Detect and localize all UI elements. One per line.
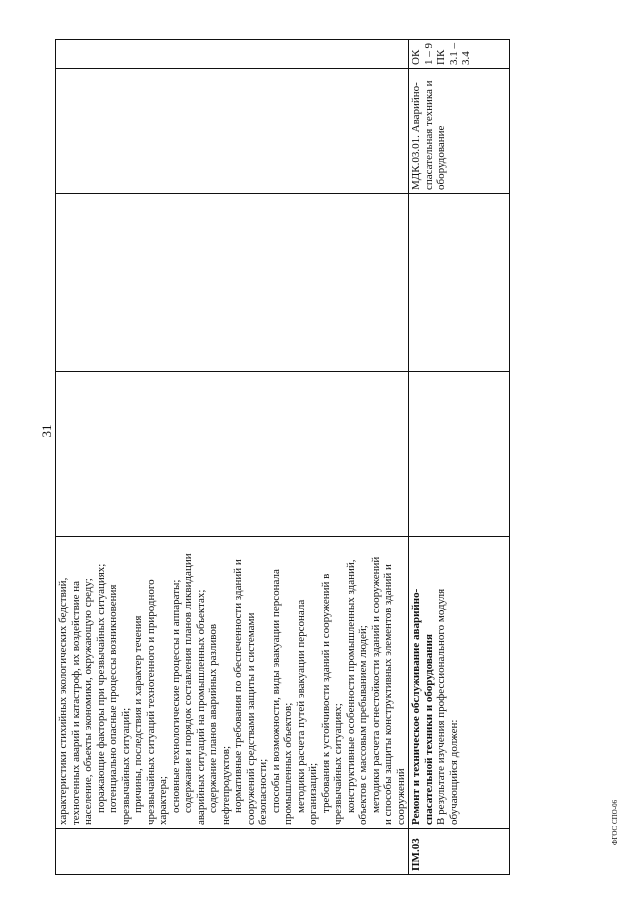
page-number: 31	[39, 424, 54, 438]
list-item: основные технологические процессы и аппараты;	[169, 579, 182, 813]
list-item: сооружений средствами защиты и системами	[244, 612, 257, 825]
list-item: и способы защиты конструктивных элементов зданий и	[382, 564, 394, 825]
list-item: причины, последствия и характер течения	[132, 615, 144, 813]
index-cell	[56, 829, 409, 875]
module-title: Ремонт и техническое обслуживание аварийно-спасательной техники и оборудования	[410, 588, 435, 825]
empty-cell	[409, 372, 510, 537]
empty-cell	[56, 194, 409, 372]
list-item: нефтепродуктов;	[219, 746, 232, 825]
list-item: содержание и порядок составления планов ликвидации	[182, 553, 194, 813]
empty-cell	[56, 40, 409, 69]
module-description-cell	[409, 537, 510, 829]
knowledge-list-cell	[56, 537, 409, 829]
list-item: нормативные требования по обеспеченности зданий и	[232, 559, 244, 813]
list-item: характера;	[157, 776, 169, 825]
module-code: ПМ.03	[409, 829, 510, 875]
list-item: безопасности;	[257, 758, 269, 825]
list-item: способы и возможности, виды эвакуации персонала	[269, 569, 282, 813]
list-item: техногенных аварий и катастроф, их воздействие на	[69, 580, 82, 825]
list-item: чрезвычайных ситуаций техногенного и природного	[144, 579, 157, 825]
general-competence-codes: ОК 1 – 9	[410, 43, 435, 65]
empty-cell	[56, 372, 409, 537]
list-item: чрезвычайных ситуациях;	[332, 703, 344, 825]
list-item: сооружений	[394, 768, 407, 825]
module-intro: В результате изучения профессионального модуля обучающийся должен:	[435, 588, 460, 825]
curriculum-table	[55, 39, 510, 875]
list-item: потенциально опасные процессы возникновения	[107, 584, 119, 813]
list-item: содержание планов аварийных разливов	[207, 623, 219, 813]
list-item: конструктивные особенности промышленных зданий,	[344, 559, 357, 813]
table-row	[56, 40, 409, 875]
list-item: промышленных объектов;	[282, 702, 294, 825]
list-item: население, объекты экономики, окружающую среду;	[82, 578, 94, 825]
list-item: поражающие факторы при чрезвычайных ситуациях;	[94, 563, 107, 813]
list-item: методики расчета путей эвакуации персонала	[294, 599, 307, 813]
curriculum-table-page	[55, 40, 510, 875]
table-row	[409, 40, 510, 875]
list-item: требования к устойчивости зданий и сооружений в	[319, 573, 332, 813]
list-item: характеристики стихийных экологических бедствий,	[57, 577, 69, 825]
competence-codes-cell	[409, 40, 510, 69]
list-item: методики расчета огнестойкости зданий и сооружений	[369, 556, 382, 813]
empty-cell	[56, 69, 409, 194]
list-item: чрезвычайных ситуаций;	[119, 707, 132, 825]
list-item: организаций;	[307, 762, 319, 825]
footer-code: ФГОС СПО-06	[611, 799, 619, 845]
course-cell: МДК.03.01. Аварийно-спасательная техника и оборудование	[409, 69, 510, 194]
empty-cell	[409, 194, 510, 372]
professional-competence-codes: ПК 3.1 – 3.4	[435, 43, 472, 65]
list-item: аварийных ситуаций на промышленных объектах;	[194, 589, 207, 825]
list-item: объектов с массовым пребыванием людей;	[357, 625, 369, 825]
